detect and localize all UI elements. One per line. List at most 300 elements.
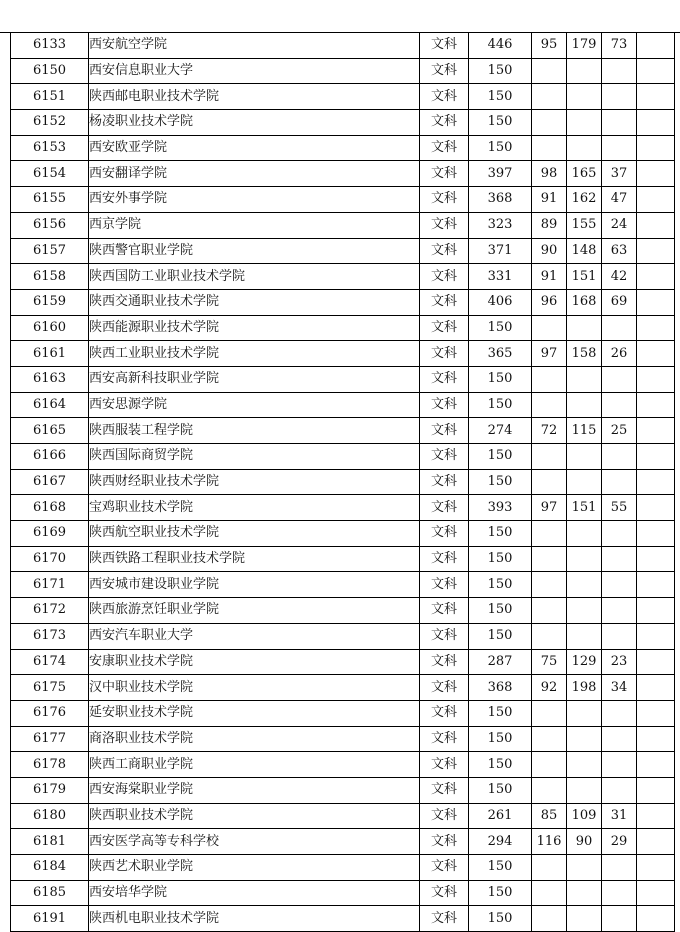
school-name-cell: 陕西服装工程学院 bbox=[89, 418, 420, 444]
score-total-cell: 150 bbox=[469, 84, 532, 110]
school-name-cell: 陕西国防工业职业技术学院 bbox=[89, 264, 420, 290]
score-total-cell: 371 bbox=[469, 238, 532, 264]
score-col-1-cell bbox=[532, 521, 567, 547]
score-total-cell: 150 bbox=[469, 135, 532, 161]
empty-extra-cell bbox=[637, 803, 675, 829]
score-col-3-cell: 23 bbox=[602, 649, 637, 675]
school-code-cell: 6156 bbox=[11, 212, 89, 238]
school-name-cell: 安康职业技术学院 bbox=[89, 649, 420, 675]
empty-extra-cell bbox=[637, 187, 675, 213]
table-row bbox=[11, 212, 675, 238]
score-total-cell: 150 bbox=[469, 906, 532, 932]
school-code-cell: 6176 bbox=[11, 700, 89, 726]
subject-cell: 文科 bbox=[420, 264, 469, 290]
subject-cell: 文科 bbox=[420, 623, 469, 649]
score-col-1-cell bbox=[532, 880, 567, 906]
school-code-cell: 6180 bbox=[11, 803, 89, 829]
empty-extra-cell bbox=[637, 110, 675, 136]
score-total-cell: 150 bbox=[469, 598, 532, 624]
score-total-cell: 150 bbox=[469, 700, 532, 726]
score-total-cell: 150 bbox=[469, 444, 532, 470]
table-row bbox=[11, 880, 675, 906]
subject-cell: 文科 bbox=[420, 700, 469, 726]
subject-cell: 文科 bbox=[420, 726, 469, 752]
empty-extra-cell bbox=[637, 495, 675, 521]
school-name-cell: 陕西警官职业学院 bbox=[89, 238, 420, 264]
score-col-2-cell bbox=[567, 906, 602, 932]
score-col-1-cell bbox=[532, 623, 567, 649]
subject-cell: 文科 bbox=[420, 469, 469, 495]
score-col-1-cell bbox=[532, 906, 567, 932]
subject-cell: 文科 bbox=[420, 187, 469, 213]
score-col-1-cell: 89 bbox=[532, 212, 567, 238]
school-code-cell: 6185 bbox=[11, 880, 89, 906]
empty-extra-cell bbox=[637, 392, 675, 418]
score-total-cell: 406 bbox=[469, 289, 532, 315]
score-col-3-cell: 26 bbox=[602, 341, 637, 367]
school-code-cell: 6150 bbox=[11, 58, 89, 84]
table-row bbox=[11, 264, 675, 290]
score-col-3-cell bbox=[602, 598, 637, 624]
subject-cell: 文科 bbox=[420, 418, 469, 444]
score-col-3-cell bbox=[602, 315, 637, 341]
subject-cell: 文科 bbox=[420, 829, 469, 855]
score-col-3-cell: 29 bbox=[602, 829, 637, 855]
score-total-cell: 294 bbox=[469, 829, 532, 855]
empty-extra-cell bbox=[637, 289, 675, 315]
score-col-2-cell: 155 bbox=[567, 212, 602, 238]
school-code-cell: 6173 bbox=[11, 623, 89, 649]
school-code-cell: 6165 bbox=[11, 418, 89, 444]
score-col-2-cell bbox=[567, 880, 602, 906]
score-col-1-cell: 97 bbox=[532, 341, 567, 367]
score-total-cell: 150 bbox=[469, 880, 532, 906]
score-col-2-cell: 129 bbox=[567, 649, 602, 675]
school-name-cell: 陕西邮电职业技术学院 bbox=[89, 84, 420, 110]
score-total-cell: 393 bbox=[469, 495, 532, 521]
empty-extra-cell bbox=[637, 623, 675, 649]
score-col-2-cell bbox=[567, 546, 602, 572]
score-total-cell: 150 bbox=[469, 58, 532, 84]
score-col-3-cell bbox=[602, 469, 637, 495]
score-col-2-cell: 162 bbox=[567, 187, 602, 213]
school-code-cell: 6171 bbox=[11, 572, 89, 598]
school-code-cell: 6177 bbox=[11, 726, 89, 752]
score-col-1-cell: 95 bbox=[532, 33, 567, 59]
score-col-1-cell bbox=[532, 855, 567, 881]
score-col-2-cell bbox=[567, 58, 602, 84]
school-name-cell: 西安思源学院 bbox=[89, 392, 420, 418]
school-code-cell: 6181 bbox=[11, 829, 89, 855]
subject-cell: 文科 bbox=[420, 212, 469, 238]
score-total-cell: 397 bbox=[469, 161, 532, 187]
school-name-cell: 西安城市建设职业学院 bbox=[89, 572, 420, 598]
score-col-2-cell bbox=[567, 366, 602, 392]
score-total-cell: 150 bbox=[469, 623, 532, 649]
score-col-2-cell: 168 bbox=[567, 289, 602, 315]
subject-cell: 文科 bbox=[420, 906, 469, 932]
empty-extra-cell bbox=[637, 906, 675, 932]
score-col-3-cell: 69 bbox=[602, 289, 637, 315]
table-row bbox=[11, 392, 675, 418]
school-code-cell: 6169 bbox=[11, 521, 89, 547]
score-col-2-cell bbox=[567, 110, 602, 136]
table-row bbox=[11, 444, 675, 470]
school-name-cell: 陕西工商职业学院 bbox=[89, 752, 420, 778]
score-col-2-cell bbox=[567, 392, 602, 418]
subject-cell: 文科 bbox=[420, 675, 469, 701]
school-code-cell: 6178 bbox=[11, 752, 89, 778]
score-col-3-cell: 25 bbox=[602, 418, 637, 444]
empty-extra-cell bbox=[637, 444, 675, 470]
score-col-3-cell bbox=[602, 546, 637, 572]
table-row bbox=[11, 58, 675, 84]
table-row bbox=[11, 315, 675, 341]
school-name-cell: 西安信息职业大学 bbox=[89, 58, 420, 84]
score-col-3-cell bbox=[602, 444, 637, 470]
school-name-cell: 西安汽车职业大学 bbox=[89, 623, 420, 649]
score-col-1-cell: 90 bbox=[532, 238, 567, 264]
score-col-1-cell bbox=[532, 366, 567, 392]
score-col-2-cell bbox=[567, 598, 602, 624]
table-row bbox=[11, 572, 675, 598]
empty-extra-cell bbox=[637, 546, 675, 572]
score-col-2-cell bbox=[567, 521, 602, 547]
table-row bbox=[11, 469, 675, 495]
table-row bbox=[11, 187, 675, 213]
subject-cell: 文科 bbox=[420, 855, 469, 881]
score-col-3-cell bbox=[602, 906, 637, 932]
score-col-2-cell: 151 bbox=[567, 264, 602, 290]
subject-cell: 文科 bbox=[420, 880, 469, 906]
empty-extra-cell bbox=[637, 315, 675, 341]
score-total-cell: 446 bbox=[469, 33, 532, 59]
score-col-2-cell: 179 bbox=[567, 33, 602, 59]
school-name-cell: 宝鸡职业技术学院 bbox=[89, 495, 420, 521]
school-name-cell: 陕西铁路工程职业技术学院 bbox=[89, 546, 420, 572]
table-row bbox=[11, 135, 675, 161]
school-code-cell: 6168 bbox=[11, 495, 89, 521]
subject-cell: 文科 bbox=[420, 752, 469, 778]
score-col-3-cell bbox=[602, 135, 637, 161]
score-col-2-cell: 158 bbox=[567, 341, 602, 367]
subject-cell: 文科 bbox=[420, 341, 469, 367]
empty-extra-cell bbox=[637, 264, 675, 290]
table-row bbox=[11, 546, 675, 572]
subject-cell: 文科 bbox=[420, 58, 469, 84]
score-col-3-cell bbox=[602, 700, 637, 726]
score-col-2-cell: 109 bbox=[567, 803, 602, 829]
score-col-2-cell bbox=[567, 700, 602, 726]
school-name-cell: 西安欧亚学院 bbox=[89, 135, 420, 161]
score-col-3-cell bbox=[602, 726, 637, 752]
empty-extra-cell bbox=[637, 829, 675, 855]
score-col-1-cell bbox=[532, 726, 567, 752]
score-col-2-cell bbox=[567, 726, 602, 752]
score-total-cell: 150 bbox=[469, 726, 532, 752]
score-col-3-cell: 55 bbox=[602, 495, 637, 521]
table-row bbox=[11, 110, 675, 136]
empty-extra-cell bbox=[637, 675, 675, 701]
score-col-3-cell bbox=[602, 623, 637, 649]
table-row bbox=[11, 777, 675, 803]
empty-extra-cell bbox=[637, 418, 675, 444]
score-col-3-cell bbox=[602, 366, 637, 392]
table-row bbox=[11, 829, 675, 855]
score-col-3-cell bbox=[602, 777, 637, 803]
school-name-cell: 陕西财经职业技术学院 bbox=[89, 469, 420, 495]
empty-extra-cell bbox=[637, 341, 675, 367]
empty-extra-cell bbox=[637, 366, 675, 392]
score-total-cell: 150 bbox=[469, 855, 532, 881]
score-col-3-cell bbox=[602, 110, 637, 136]
score-col-2-cell: 115 bbox=[567, 418, 602, 444]
school-name-cell: 陕西航空职业技术学院 bbox=[89, 521, 420, 547]
score-col-1-cell: 116 bbox=[532, 829, 567, 855]
score-total-cell: 150 bbox=[469, 546, 532, 572]
school-name-cell: 西安外事学院 bbox=[89, 187, 420, 213]
subject-cell: 文科 bbox=[420, 572, 469, 598]
table-row bbox=[11, 521, 675, 547]
school-code-cell: 6184 bbox=[11, 855, 89, 881]
subject-cell: 文科 bbox=[420, 803, 469, 829]
empty-extra-cell bbox=[637, 598, 675, 624]
school-code-cell: 6166 bbox=[11, 444, 89, 470]
school-code-cell: 6151 bbox=[11, 84, 89, 110]
score-col-1-cell: 97 bbox=[532, 495, 567, 521]
school-name-cell: 汉中职业技术学院 bbox=[89, 675, 420, 701]
score-col-1-cell: 75 bbox=[532, 649, 567, 675]
score-col-1-cell bbox=[532, 572, 567, 598]
score-col-3-cell bbox=[602, 880, 637, 906]
school-code-cell: 6191 bbox=[11, 906, 89, 932]
score-col-2-cell bbox=[567, 623, 602, 649]
subject-cell: 文科 bbox=[420, 84, 469, 110]
empty-extra-cell bbox=[637, 161, 675, 187]
score-col-1-cell bbox=[532, 700, 567, 726]
school-code-cell: 6170 bbox=[11, 546, 89, 572]
empty-extra-cell bbox=[637, 726, 675, 752]
table-row bbox=[11, 803, 675, 829]
table-row bbox=[11, 726, 675, 752]
school-name-cell: 陕西交通职业技术学院 bbox=[89, 289, 420, 315]
score-col-3-cell: 34 bbox=[602, 675, 637, 701]
school-code-cell: 6164 bbox=[11, 392, 89, 418]
score-col-3-cell: 73 bbox=[602, 33, 637, 59]
score-total-cell: 150 bbox=[469, 110, 532, 136]
score-total-cell: 368 bbox=[469, 675, 532, 701]
school-name-cell: 西安海棠职业学院 bbox=[89, 777, 420, 803]
score-col-2-cell: 90 bbox=[567, 829, 602, 855]
table-row bbox=[11, 341, 675, 367]
school-code-cell: 6161 bbox=[11, 341, 89, 367]
score-col-1-cell bbox=[532, 315, 567, 341]
empty-extra-cell bbox=[637, 84, 675, 110]
table-row bbox=[11, 161, 675, 187]
score-col-3-cell: 37 bbox=[602, 161, 637, 187]
score-total-cell: 150 bbox=[469, 752, 532, 778]
score-col-3-cell: 47 bbox=[602, 187, 637, 213]
subject-cell: 文科 bbox=[420, 444, 469, 470]
table-row bbox=[11, 289, 675, 315]
table-row bbox=[11, 855, 675, 881]
score-col-1-cell bbox=[532, 392, 567, 418]
school-name-cell: 陕西旅游烹饪职业学院 bbox=[89, 598, 420, 624]
empty-extra-cell bbox=[637, 752, 675, 778]
score-total-cell: 331 bbox=[469, 264, 532, 290]
school-name-cell: 西安航空学院 bbox=[89, 33, 420, 59]
subject-cell: 文科 bbox=[420, 289, 469, 315]
subject-cell: 文科 bbox=[420, 495, 469, 521]
empty-extra-cell bbox=[637, 572, 675, 598]
score-col-2-cell: 198 bbox=[567, 675, 602, 701]
score-col-1-cell bbox=[532, 752, 567, 778]
score-col-3-cell: 42 bbox=[602, 264, 637, 290]
table-row bbox=[11, 84, 675, 110]
school-code-cell: 6160 bbox=[11, 315, 89, 341]
school-name-cell: 西京学院 bbox=[89, 212, 420, 238]
table-row bbox=[11, 752, 675, 778]
score-col-2-cell bbox=[567, 777, 602, 803]
school-name-cell: 陕西能源职业技术学院 bbox=[89, 315, 420, 341]
table-body bbox=[11, 33, 675, 932]
score-col-2-cell bbox=[567, 572, 602, 598]
school-code-cell: 6155 bbox=[11, 187, 89, 213]
school-name-cell: 西安医学高等专科学校 bbox=[89, 829, 420, 855]
score-col-1-cell bbox=[532, 135, 567, 161]
school-code-cell: 6153 bbox=[11, 135, 89, 161]
score-col-3-cell: 63 bbox=[602, 238, 637, 264]
score-total-cell: 368 bbox=[469, 187, 532, 213]
score-col-1-cell: 98 bbox=[532, 161, 567, 187]
empty-extra-cell bbox=[637, 33, 675, 59]
empty-extra-cell bbox=[637, 855, 675, 881]
school-code-cell: 6179 bbox=[11, 777, 89, 803]
score-col-2-cell bbox=[567, 315, 602, 341]
score-col-2-cell bbox=[567, 855, 602, 881]
score-total-cell: 150 bbox=[469, 392, 532, 418]
score-col-3-cell: 31 bbox=[602, 803, 637, 829]
score-total-cell: 150 bbox=[469, 366, 532, 392]
score-col-1-cell bbox=[532, 598, 567, 624]
score-col-1-cell: 91 bbox=[532, 187, 567, 213]
subject-cell: 文科 bbox=[420, 135, 469, 161]
school-name-cell: 杨凌职业技术学院 bbox=[89, 110, 420, 136]
score-total-cell: 274 bbox=[469, 418, 532, 444]
score-total-cell: 365 bbox=[469, 341, 532, 367]
table-row bbox=[11, 366, 675, 392]
score-col-3-cell: 24 bbox=[602, 212, 637, 238]
score-col-2-cell: 165 bbox=[567, 161, 602, 187]
score-col-2-cell bbox=[567, 84, 602, 110]
school-code-cell: 6133 bbox=[11, 33, 89, 59]
score-total-cell: 150 bbox=[469, 777, 532, 803]
subject-cell: 文科 bbox=[420, 33, 469, 59]
empty-extra-cell bbox=[637, 700, 675, 726]
empty-extra-cell bbox=[637, 649, 675, 675]
score-col-1-cell bbox=[532, 444, 567, 470]
subject-cell: 文科 bbox=[420, 598, 469, 624]
score-col-1-cell bbox=[532, 777, 567, 803]
empty-extra-cell bbox=[637, 58, 675, 84]
empty-extra-cell bbox=[637, 777, 675, 803]
school-code-cell: 6172 bbox=[11, 598, 89, 624]
score-col-2-cell bbox=[567, 135, 602, 161]
empty-extra-cell bbox=[637, 469, 675, 495]
school-name-cell: 陕西职业技术学院 bbox=[89, 803, 420, 829]
empty-extra-cell bbox=[637, 135, 675, 161]
table-row bbox=[11, 238, 675, 264]
table-row bbox=[11, 495, 675, 521]
subject-cell: 文科 bbox=[420, 315, 469, 341]
school-code-cell: 6159 bbox=[11, 289, 89, 315]
score-total-cell: 261 bbox=[469, 803, 532, 829]
score-col-3-cell bbox=[602, 392, 637, 418]
score-col-1-cell: 85 bbox=[532, 803, 567, 829]
score-col-2-cell bbox=[567, 752, 602, 778]
school-name-cell: 陕西国际商贸学院 bbox=[89, 444, 420, 470]
score-col-1-cell bbox=[532, 546, 567, 572]
score-col-1-cell bbox=[532, 58, 567, 84]
school-name-cell: 商洛职业技术学院 bbox=[89, 726, 420, 752]
subject-cell: 文科 bbox=[420, 110, 469, 136]
school-code-cell: 6158 bbox=[11, 264, 89, 290]
empty-extra-cell bbox=[637, 212, 675, 238]
school-name-cell: 延安职业技术学院 bbox=[89, 700, 420, 726]
score-total-cell: 150 bbox=[469, 315, 532, 341]
table-row bbox=[11, 675, 675, 701]
subject-cell: 文科 bbox=[420, 649, 469, 675]
table-row bbox=[11, 418, 675, 444]
score-col-1-cell: 72 bbox=[532, 418, 567, 444]
school-code-cell: 6174 bbox=[11, 649, 89, 675]
score-col-3-cell bbox=[602, 521, 637, 547]
subject-cell: 文科 bbox=[420, 546, 469, 572]
school-code-cell: 6154 bbox=[11, 161, 89, 187]
subject-cell: 文科 bbox=[420, 777, 469, 803]
score-col-3-cell bbox=[602, 84, 637, 110]
score-col-3-cell bbox=[602, 855, 637, 881]
school-name-cell: 西安培华学院 bbox=[89, 880, 420, 906]
table-row bbox=[11, 33, 675, 59]
school-name-cell: 西安高新科技职业学院 bbox=[89, 366, 420, 392]
empty-extra-cell bbox=[637, 238, 675, 264]
score-col-2-cell: 148 bbox=[567, 238, 602, 264]
score-total-cell: 150 bbox=[469, 469, 532, 495]
subject-cell: 文科 bbox=[420, 238, 469, 264]
score-total-cell: 323 bbox=[469, 212, 532, 238]
score-col-1-cell bbox=[532, 469, 567, 495]
subject-cell: 文科 bbox=[420, 161, 469, 187]
score-total-cell: 287 bbox=[469, 649, 532, 675]
empty-extra-cell bbox=[637, 521, 675, 547]
school-code-cell: 6157 bbox=[11, 238, 89, 264]
school-code-cell: 6152 bbox=[11, 110, 89, 136]
school-code-cell: 6175 bbox=[11, 675, 89, 701]
school-code-cell: 6163 bbox=[11, 366, 89, 392]
school-name-cell: 陕西工业职业技术学院 bbox=[89, 341, 420, 367]
score-col-1-cell: 91 bbox=[532, 264, 567, 290]
table-row bbox=[11, 906, 675, 932]
score-col-1-cell bbox=[532, 84, 567, 110]
score-col-2-cell: 151 bbox=[567, 495, 602, 521]
score-total-cell: 150 bbox=[469, 521, 532, 547]
score-col-3-cell bbox=[602, 58, 637, 84]
score-col-2-cell bbox=[567, 444, 602, 470]
score-total-cell: 150 bbox=[469, 572, 532, 598]
subject-cell: 文科 bbox=[420, 521, 469, 547]
score-col-3-cell bbox=[602, 572, 637, 598]
